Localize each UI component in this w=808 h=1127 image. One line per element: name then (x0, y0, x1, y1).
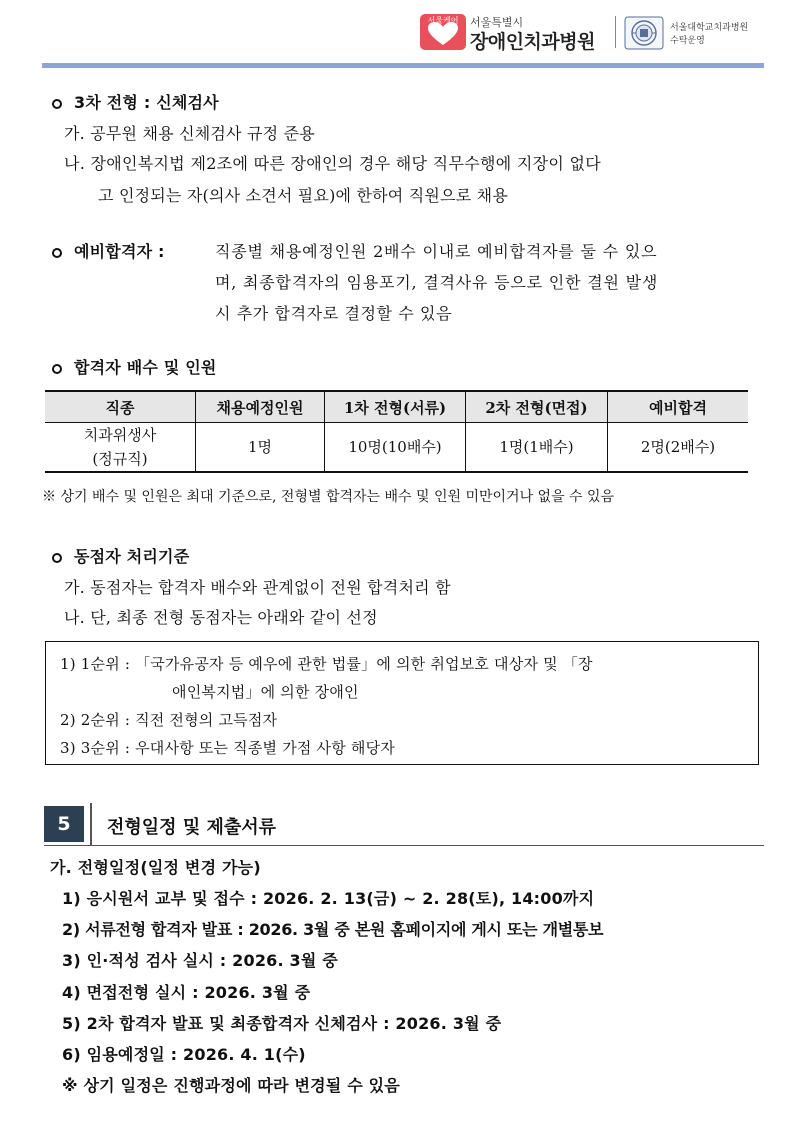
tie-title: 동점자 처리기준 (74, 547, 190, 566)
schedule-subtitle: 가. 전형일정(일정 변경 가능) (50, 858, 261, 877)
bullet-circle-icon (52, 99, 62, 109)
bullet-circle-icon (52, 248, 62, 258)
tie-rank-1-continuation: 애인복지법」에 의한 장애인 (172, 683, 359, 701)
ratio-heading (52, 355, 217, 378)
city-label: 서울특별시 (470, 16, 524, 29)
tie-item: 가. 동점자는 합격자 배수와 관계없이 전원 합격처리 함 (64, 578, 451, 597)
reserve-heading (52, 239, 165, 262)
tie-heading (52, 544, 189, 567)
table-cell-reserve: 2명(2배수) (608, 423, 749, 473)
stage3-item: 가. 공무원 채용 신체검사 규정 준용 (64, 124, 315, 143)
tie-rank-2: 2) 2순위 : 직전 전형의 고득점자 (60, 711, 278, 729)
section-number-badge: 5 (44, 806, 84, 842)
ratio-title: 합격자 배수 및 인원 (74, 358, 217, 377)
table-cell-stage1: 10명(10배수) (325, 423, 466, 473)
partner-role: 수탁운영 (670, 36, 705, 46)
reserve-label: 예비합격자 : (74, 242, 165, 261)
table-header-row (45, 391, 748, 423)
schedule-note: ※ 상기 일정은 진행과정에 따라 변경될 수 있음 (62, 1076, 400, 1095)
stage3-item-continuation: 고 인정되는 자(의사 소견서 필요)에 한하여 직원으로 채용 (98, 186, 508, 205)
stage3-heading (52, 90, 219, 113)
reserve-line: 며, 최종합격자의 임용포기, 결격사유 등으로 인한 결원 발생 (215, 273, 659, 292)
section-divider (90, 803, 92, 845)
schedule-item: 5) 2차 합격자 발표 및 최종합격자 신체검사 : 2026. 3월 중 (62, 1014, 502, 1033)
section-underline (44, 845, 764, 846)
bullet-circle-icon (52, 364, 62, 374)
stage3-title: 3차 전형 : 신체검사 (74, 93, 219, 112)
job-type: (정규직) (92, 450, 148, 468)
hospital-name: 장애인치과병원 (470, 31, 595, 53)
table-cell-planned: 1명 (196, 423, 325, 473)
stage3-item: 나. 장애인복지법 제2조에 따른 장애인의 경우 해당 직무수행에 지장이 없다 (64, 154, 602, 173)
table-row (45, 423, 748, 473)
ratio-table (45, 390, 748, 473)
schedule-item: 3) 인·적성 검사 실시 : 2026. 3월 중 (62, 951, 338, 970)
reserve-line: 시 추가 합격자로 결정할 수 있음 (215, 304, 453, 323)
table-header-cell: 채용예정인원 (196, 391, 325, 423)
tie-rank-3: 3) 3순위 : 우대사항 또는 직종별 가점 사항 해당자 (60, 739, 395, 757)
job-name: 치과위생사 (83, 426, 157, 444)
ratio-note: ※ 상기 배수 및 인원은 최대 기준으로, 전형별 합격자는 배수 및 인원 미만이거나 없을 수 있음 (42, 489, 615, 505)
schedule-item: 6) 임용예정일 : 2026. 4. 1(수) (62, 1045, 306, 1064)
care-label: 서울케어 (427, 16, 459, 25)
section-title: 전형일정 및 제출서류 (107, 817, 277, 838)
partner-name: 서울대학교치과병원 (670, 23, 749, 33)
snu-emblem-icon (624, 16, 664, 50)
table-header-cell: 2차 전형(면접) (466, 391, 608, 423)
table-header-cell: 1차 전형(서류) (325, 391, 466, 423)
tie-item: 나. 단, 최종 전형 동점자는 아래와 같이 선정 (64, 608, 378, 627)
schedule-item: 2) 서류전형 합격자 발표 : 2026. 3월 중 본원 홈페이지에 게시 또는 개별통보 (62, 920, 604, 939)
header-accent-bar (42, 63, 764, 68)
table-header-cell: 직종 (45, 391, 196, 423)
reserve-line: 직종별 채용예정인원 2배수 이내로 예비합격자를 둘 수 있으 (215, 242, 658, 261)
tie-rank-1: 1) 1순위 : 「국가유공자 등 예우에 관한 법률」에 의한 취업보호 대상자 및 「장 (60, 655, 593, 673)
schedule-item: 4) 면접전형 실시 : 2026. 3월 중 (62, 983, 311, 1002)
table-header-cell: 예비합격 (608, 391, 749, 423)
table-cell-job (45, 423, 196, 473)
bullet-circle-icon (52, 553, 62, 563)
header-separator (615, 16, 616, 48)
schedule-item: 1) 응시원서 교부 및 접수 : 2026. 2. 13(금) ~ 2. 28(토), 14:00까지 (62, 889, 595, 908)
table-cell-stage2: 1명(1배수) (466, 423, 608, 473)
